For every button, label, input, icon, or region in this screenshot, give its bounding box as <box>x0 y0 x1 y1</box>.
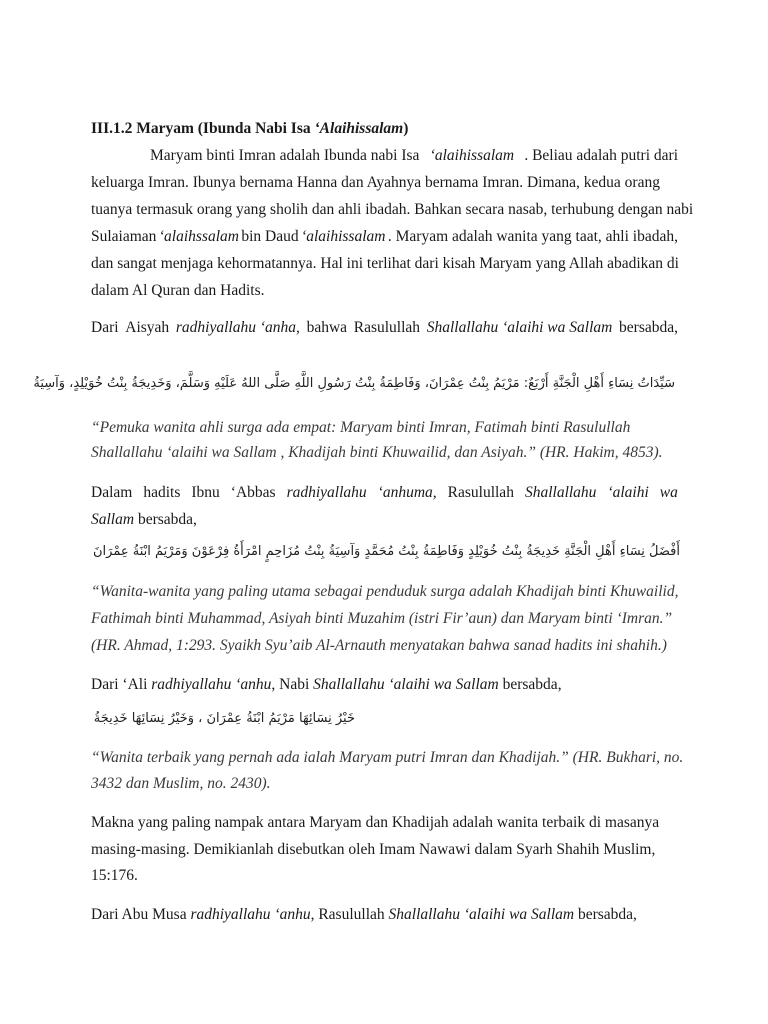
text-segment: Aisyah <box>125 319 170 336</box>
paragraph-line: 15:176. <box>91 867 138 884</box>
heading-text: III.1.2 Maryam (Ibunda Nabi Isa <box>91 120 315 137</box>
quote-line: “Pemuka wanita ahli surga ada empat: Maryam binti Imran, Fatimah binti Rasulullah <box>91 419 631 436</box>
italic-term: Sallam <box>91 511 135 528</box>
text-segment: hadits <box>143 484 181 501</box>
quote-line: “Wanita-wanita yang paling utama sebagai penduduk surga adalah Khadijah binti Khuwailid, <box>91 583 679 600</box>
paragraph-line: dan sangat menjaga kehormatannya. Hal ini terlihat dari kisah Maryam yang Allah abadikan di <box>91 255 679 272</box>
paragraph-line: tuanya termasuk orang yang sholih dan ahli ibadah. Bahkan secara nasab, terhubung dengan nabi <box>91 201 694 218</box>
heading-close: ) <box>403 120 409 137</box>
italic-term: ‘alaihssalam <box>158 228 239 245</box>
text-segment: Sulaiaman <box>91 228 157 245</box>
italic-term: radhiyallahu ‘anhu <box>151 676 272 693</box>
text-segment: Rasulullah <box>353 319 421 336</box>
quote-line: Shallallahu ‘alaihi wa Sallam , Khadijah binti Khuwailid, dan Asiyah.” (HR. Hakim, 4853). <box>91 444 663 461</box>
quote-line: Fathimah binti Muhammad, Asiyah binti Muzahim (istri Fir’aun) dan Maryam binti ‘Imran.” <box>91 610 673 627</box>
text-segment: , Nabi <box>271 676 314 693</box>
italic-term: radhiyallahu <box>286 484 367 501</box>
text-segment: Ibnu <box>191 484 220 501</box>
italic-term: Shallallahu ‘alaihi wa Sallam <box>426 319 613 336</box>
paragraph-line <box>91 173 678 193</box>
arabic-hadith: سَيِّدَاتُ نِسَاءِ أَهْلِ الْجَنَّةِ أَرْبَعٌ: مَرْيَمُ بِنْتُ عِمْرَانَ، وَفَاطِمَةُ بِنْتُ رَسُولِ اللَّهِ صَلَّى اللهُ عَلَيْهِ وَسَلَّمَ، وَخَدِيجَةُ بِنْتُ خُوَيْلِدٍ، وَآسِيَةُ <box>33 376 675 391</box>
paragraph-line <box>91 905 637 925</box>
paragraph-line <box>150 146 678 166</box>
paragraph-line <box>91 840 678 860</box>
text-segment: . Maryam adalah wanita yang taat, ahli ibadah, <box>387 228 678 245</box>
text-segment: bersabda, <box>574 906 637 923</box>
section-heading <box>91 119 408 139</box>
text-segment: masing-masing. Demikianlah disebutkan oleh Imam Nawawi dalam Syarh Shahih Muslim, <box>91 841 656 858</box>
italic-term: ‘anhuma, <box>377 484 437 501</box>
text-segment: Dari ‘Ali <box>91 676 152 693</box>
text-segment: Dari Abu Musa <box>91 906 191 923</box>
paragraph-line <box>91 813 678 833</box>
text-segment: Maryam binti Imran adalah Ibunda nabi Isa <box>150 147 420 164</box>
quote-line: (HR. Ahmad, 1:293. Syaikh Syu’aib Al-Arnauth menyatakan bahwa sanad hadits ini shahih.) <box>91 637 667 654</box>
quote-line: “Wanita terbaik yang pernah ada ialah Maryam putri Imran dan Khadijah.” (HR. Bukhari, no. <box>91 749 684 766</box>
italic-term: radhiyallahu ‘anhu <box>190 906 311 923</box>
heading-italic: ‘Alaihissalam <box>314 120 404 137</box>
italic-term: ‘alaihissalam <box>429 147 515 164</box>
text-segment: bersabda, <box>137 511 197 528</box>
arabic-hadith: أَفْضَلُ نِسَاءِ أَهْلِ الْجَنَّةِ خَدِيجَةُ بِنْتُ خُوَيْلِدٍ وَفَاطِمَةُ بِنْتُ مُحَمَّدٍ وَآسِيَةُ بِنْتُ مُزَاحِمٍ امْرَأَةُ فِرْعَوْنَ وَمَرْيَمُ ابْنَةُ عِمْرَانَ <box>93 544 680 559</box>
paragraph-line <box>91 510 197 530</box>
text-segment: , Rasulullah <box>310 906 389 923</box>
text-segment: bin Daud <box>241 228 299 245</box>
arabic-hadith: خَيْرُ نِسَائِهَا مَرْيَمُ ابْنَةُ عِمْرَانَ ، وَخَيْرُ نِسَائِهَا خَدِيجَةُ <box>93 711 355 726</box>
paragraph-line <box>91 675 562 695</box>
text-segment: Dalam <box>91 484 133 501</box>
text-segment: keluarga Imran. Ibunya bernama Hanna dan Ayahnya bernama Imran. Dimana, kedua orang <box>91 174 660 191</box>
italic-term: Shallallahu ‘alaihi wa Sallam <box>313 676 499 693</box>
italic-term: wa <box>659 484 678 501</box>
text-segment: bersabda, <box>498 676 562 693</box>
italic-term: radhiyallahu ‘anha, <box>175 319 300 336</box>
text-segment: . Beliau adalah putri dari <box>524 147 678 164</box>
text-segment: bahwa <box>306 319 348 336</box>
paragraph-line <box>91 318 678 338</box>
italic-term: Shallallahu <box>524 484 597 501</box>
italic-term: ‘alaihi <box>607 484 649 501</box>
paragraph-line <box>91 483 678 503</box>
paragraph-line: dalam Al Quran dan Hadits. <box>91 282 265 299</box>
italic-term: Shallallahu ‘alaihi wa Sallam <box>388 906 575 923</box>
text-segment: bersabda, <box>619 319 678 336</box>
text-segment: Dari <box>91 319 119 336</box>
italic-term: ‘alaihissalam <box>301 228 386 245</box>
text-segment: Rasulullah <box>447 484 514 501</box>
text-segment: ‘Abbas <box>230 484 276 501</box>
paragraph-line <box>91 227 678 247</box>
text-segment: Makna yang paling nampak antara Maryam dan Khadijah adalah wanita terbaik di masanya <box>91 814 660 831</box>
quote-line: 3432 dan Muslim, no. 2430). <box>91 775 271 792</box>
